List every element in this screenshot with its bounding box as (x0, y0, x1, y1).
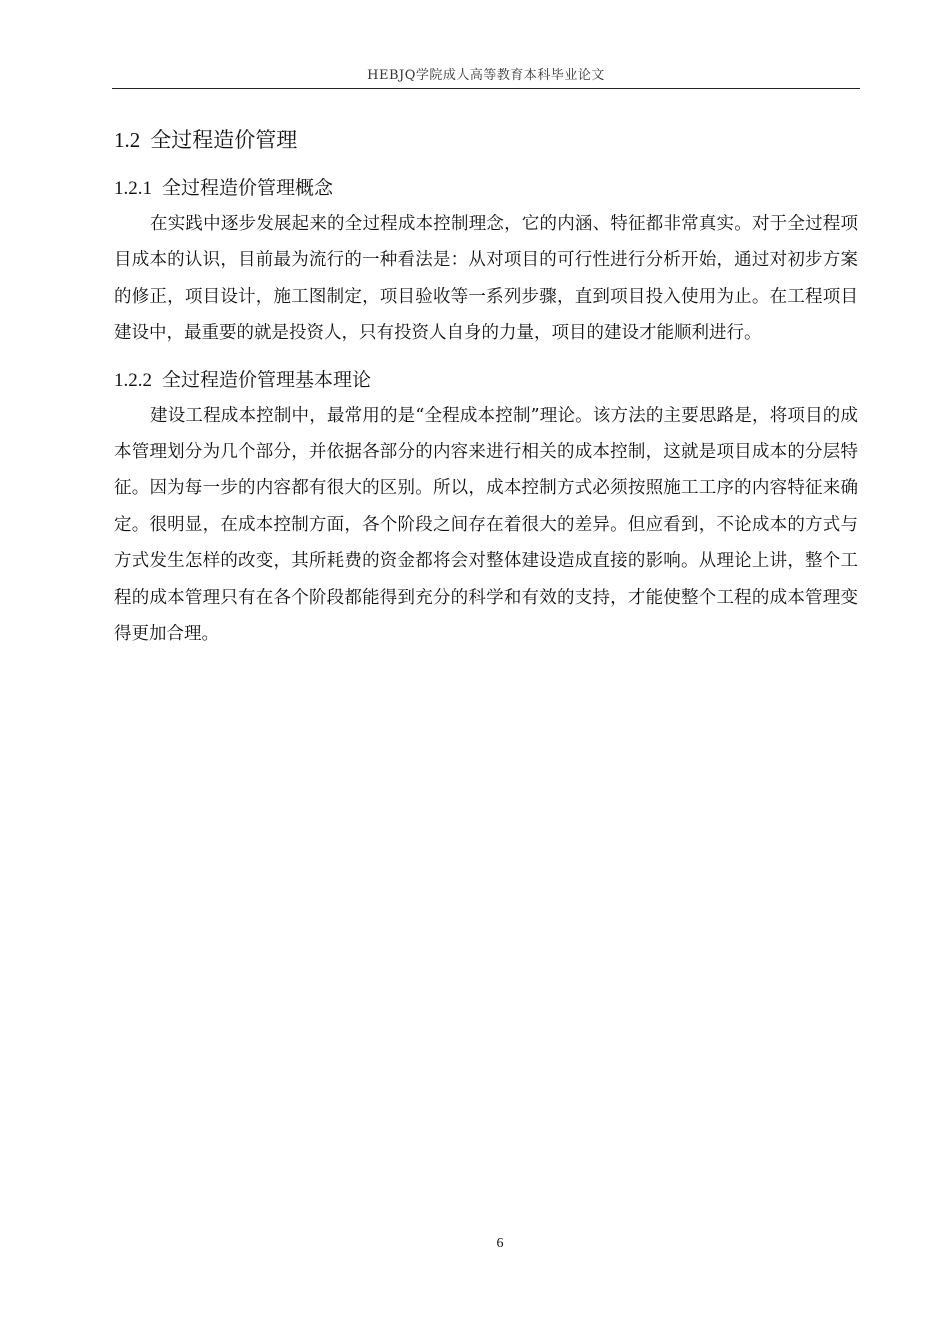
section-heading (114, 120, 858, 160)
subsection-heading (114, 170, 858, 206)
subsection-heading (114, 362, 858, 398)
subsection-title: 全过程造价管理概念 (162, 177, 334, 199)
header-divider (112, 88, 860, 89)
page-body (114, 120, 858, 652)
section-title: 全过程造价管理 (150, 128, 298, 152)
body-paragraph: 在实践中逐步发展起来的全过程成本控制理念，它的内涵、特征都非常真实。对于全过程项目成本的认识，目前最为流行的一种看法是：从对项目的可行性进行分析开始，通过对初步方案的修正，项目设计，施工图制定，项目验收等一系列步骤，直到项目投入使用为止。在工程项目建设中，最重要的就是投资人，只有投资人自身的力量，项目的建设才能顺利进行。 (114, 214, 858, 344)
body-paragraph: 建设工程成本控制中，最常用的是“全程成本控制”理论。该方法的主要思路是，将项目的成本管理划分为几个部分，并依据各部分的内容来进行相关的成本控制，这就是项目成本的分层特征。因为每一步的内容都有很大的区别。所以，成本控制方式必须按照施工工序的内容特征来确定。很明显，在成本控制方面，各个阶段之间存在着很大的差异。但应看到，不论成本的方式与方式发生怎样的改变，其所耗费的资金都将会对整体建设造成直接的影响。从理论上讲，整个工程的成本管理只有在各个阶段都能得到充分的科学和有效的支持，才能使整个工程的成本管理变得更加合理。 (114, 405, 858, 645)
subsection-number: 1.2.1 (114, 178, 152, 199)
subsection-title: 全过程造价管理基本理论 (162, 368, 372, 391)
subsection-number: 1.2.2 (114, 369, 152, 391)
page-number: 6 (496, 1236, 504, 1251)
section-number: 1.2 (114, 128, 141, 152)
running-header: HEBJQ学院成人高等教育本科毕业论文 (367, 68, 605, 83)
